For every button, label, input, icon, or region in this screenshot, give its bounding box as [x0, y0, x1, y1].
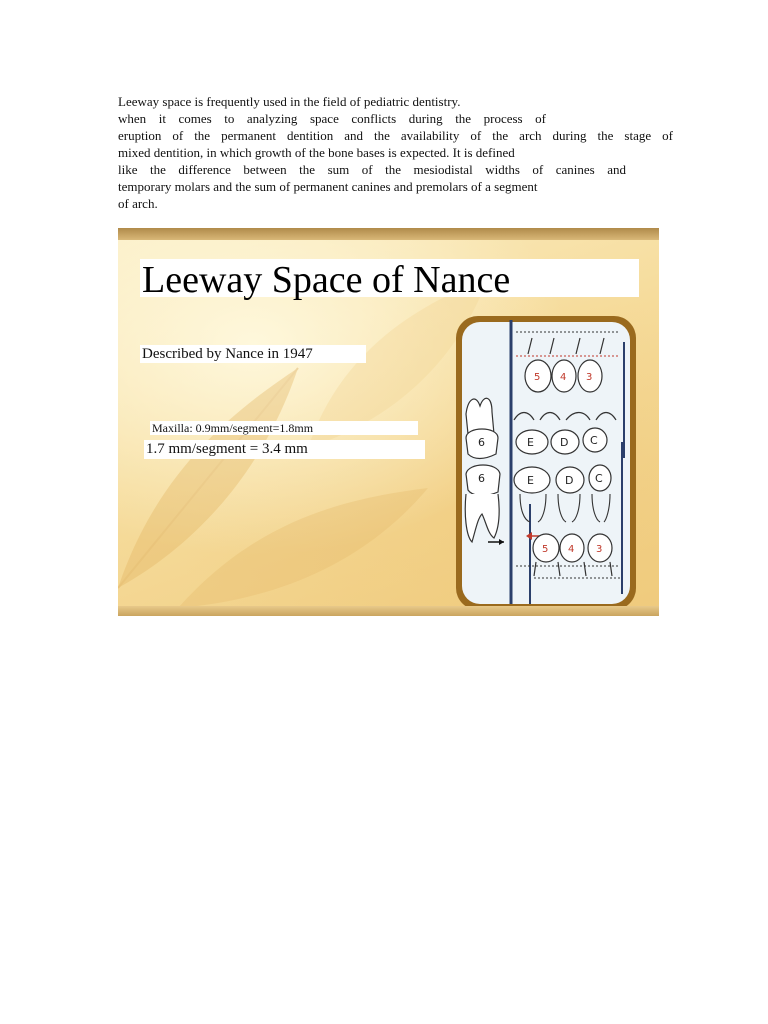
tooth-label: 5	[534, 372, 541, 383]
maxilla-value: Maxilla: 0.9mm/segment=1.8mm	[152, 421, 314, 435]
slide-image	[118, 228, 659, 616]
slide-subtitle: Described by Nance in 1947	[142, 346, 313, 362]
tooth-label: C	[590, 434, 598, 447]
tooth-label: 3	[596, 544, 603, 555]
tooth-label: 5	[542, 544, 549, 555]
body-paragraph	[118, 93, 673, 212]
tooth-label: C	[595, 472, 603, 485]
tooth-label: 4	[560, 372, 567, 383]
slide-top-band	[118, 228, 659, 240]
paragraph-line: of arch.	[118, 196, 158, 211]
slide-bottom-band	[118, 606, 659, 616]
paragraph-line: mixed dentition, in which growth of the bone bases is expected. It is defined	[118, 145, 515, 160]
tooth-label: 4	[568, 544, 575, 555]
paragraph-line: temporary molars and the sum of permanent canines and premolars of a segment	[118, 179, 538, 194]
tooth-label: 6	[478, 472, 485, 485]
slide-title: Leeway Space of Nance	[142, 259, 511, 301]
dentition-diagram	[454, 314, 638, 612]
tooth-label: D	[565, 474, 574, 487]
leaf-decoration	[178, 478, 438, 616]
tooth-label: E	[527, 474, 534, 487]
paragraph-line: eruption of the permanent dentition and the availability of the arch during the stage of	[118, 128, 673, 143]
paragraph-line: Leeway space is frequently used in the field of pediatric dentistry.	[118, 94, 461, 109]
tooth-label: E	[527, 436, 534, 449]
tooth-label: 6	[478, 436, 485, 449]
paragraph-line: when it comes to analyzing space conflicts during the process of	[118, 111, 546, 126]
tooth-label: D	[560, 436, 569, 449]
mandible-value: 1.7 mm/segment = 3.4 mm	[146, 441, 308, 457]
paragraph-line: like the difference between the sum of the mesiodistal widths of canines and	[118, 162, 626, 177]
tooth-label: 3	[586, 372, 593, 383]
